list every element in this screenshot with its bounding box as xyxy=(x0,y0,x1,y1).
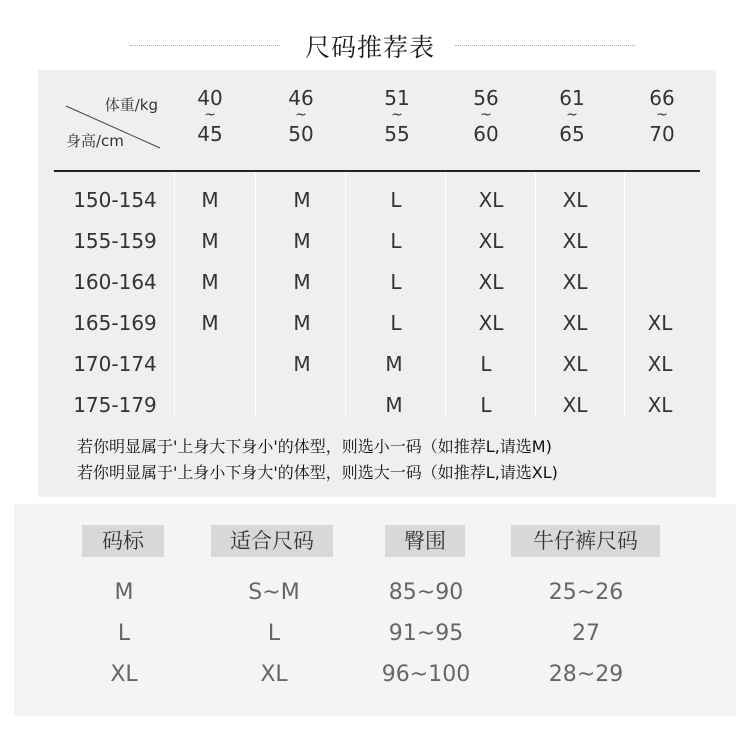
header-divider xyxy=(54,170,700,172)
size-cell: XL xyxy=(478,270,504,294)
height-range-cell: 175-179 xyxy=(73,393,157,417)
weight-range-tilde: ~ xyxy=(566,107,578,123)
weight-range-tilde: ~ xyxy=(204,107,216,123)
table-row xyxy=(0,180,750,221)
weight-range-header xyxy=(632,88,692,146)
spec-cell: 96~100 xyxy=(381,662,471,687)
spec-cell: 25~26 xyxy=(548,580,624,605)
weight-range-header xyxy=(542,88,602,146)
weight-range-header xyxy=(456,88,516,146)
column-header-fit-size: 适合尺码 xyxy=(211,525,333,557)
size-cell: M xyxy=(293,352,311,376)
size-cell: XL xyxy=(478,229,504,253)
fit-note: 若你明显属于'上身小下身大'的体型，则选大一码（如推荐L,请选XL) xyxy=(77,463,558,482)
weight-range-from: 56 xyxy=(473,86,499,110)
spec-cell: L xyxy=(267,621,281,646)
size-cell: M xyxy=(293,229,311,253)
size-cell: L xyxy=(390,229,402,253)
size-cell: XL xyxy=(562,393,588,417)
table-row xyxy=(0,344,750,385)
column-header-jeans-size: 牛仔裤尺码 xyxy=(511,525,660,557)
weight-range-from: 61 xyxy=(559,86,585,110)
weight-range-to: 60 xyxy=(473,122,499,146)
spec-cell: XL xyxy=(260,662,288,687)
size-cell: L xyxy=(390,188,402,212)
size-cell: M xyxy=(201,270,219,294)
size-cell: M xyxy=(201,188,219,212)
weight-range-from: 46 xyxy=(288,86,314,110)
size-cell: XL xyxy=(562,270,588,294)
size-cell: L xyxy=(480,393,492,417)
size-cell: XL xyxy=(562,188,588,212)
weight-range-tilde: ~ xyxy=(656,107,668,123)
weight-range-to: 70 xyxy=(649,122,675,146)
weight-range-tilde: ~ xyxy=(295,107,307,123)
spec-cell: 27 xyxy=(572,621,600,646)
weight-range-to: 55 xyxy=(384,122,410,146)
table-corner-header xyxy=(64,88,162,156)
table-row xyxy=(0,221,750,262)
weight-range-tilde: ~ xyxy=(480,107,492,123)
column-header-hip: 臀围 xyxy=(385,525,465,557)
weight-range-to: 50 xyxy=(288,122,314,146)
size-cell: XL xyxy=(562,229,588,253)
spec-cell: 28~29 xyxy=(548,662,624,687)
size-cell: L xyxy=(390,270,402,294)
size-cell: XL xyxy=(647,311,673,335)
size-cell: M xyxy=(293,188,311,212)
size-cell: XL xyxy=(647,393,673,417)
height-range-cell: 150-154 xyxy=(73,188,157,212)
title-divider-right xyxy=(455,45,635,46)
weight-range-from: 51 xyxy=(384,86,410,110)
size-cell: M xyxy=(385,393,403,417)
table-row xyxy=(0,303,750,344)
size-cell: M xyxy=(385,352,403,376)
weight-range-to: 65 xyxy=(559,122,585,146)
height-range-cell: 165-169 xyxy=(73,311,157,335)
size-cell: M xyxy=(201,229,219,253)
weight-axis-label: 体重/kg xyxy=(104,96,158,114)
size-cell: XL xyxy=(478,188,504,212)
height-range-cell: 160-164 xyxy=(73,270,157,294)
size-cell: XL xyxy=(562,352,588,376)
weight-range-header xyxy=(367,88,427,146)
size-cell: M xyxy=(293,270,311,294)
weight-range-header xyxy=(271,88,331,146)
weight-range-from: 40 xyxy=(197,86,223,110)
height-axis-label: 身高/cm xyxy=(66,132,124,150)
size-cell: L xyxy=(480,352,492,376)
table-row xyxy=(0,385,750,426)
weight-range-to: 45 xyxy=(197,122,223,146)
size-cell: XL xyxy=(562,311,588,335)
spec-cell: S~M xyxy=(248,580,300,605)
size-cell: XL xyxy=(478,311,504,335)
weight-range-from: 66 xyxy=(649,86,675,110)
spec-cell: 85~90 xyxy=(388,580,464,605)
title-bar xyxy=(0,28,750,64)
spec-cell: 91~95 xyxy=(388,621,464,646)
weight-range-header xyxy=(180,88,240,146)
height-range-cell: 155-159 xyxy=(73,229,157,253)
size-cell: M xyxy=(293,311,311,335)
fit-note: 若你明显属于'上身大下身小'的体型，则选小一码（如推荐L,请选M) xyxy=(77,437,552,456)
table-row xyxy=(0,262,750,303)
size-cell: M xyxy=(201,311,219,335)
spec-cell: L xyxy=(117,621,131,646)
column-header-size-label: 码标 xyxy=(82,525,164,557)
height-range-cell: 170-174 xyxy=(73,352,157,376)
page-title: 尺码推荐表 xyxy=(304,33,435,62)
title-divider-left xyxy=(130,45,280,46)
weight-range-tilde: ~ xyxy=(391,107,403,123)
size-cell: XL xyxy=(647,352,673,376)
spec-cell: M xyxy=(114,580,134,605)
size-cell: L xyxy=(390,311,402,335)
spec-cell: XL xyxy=(110,662,138,687)
